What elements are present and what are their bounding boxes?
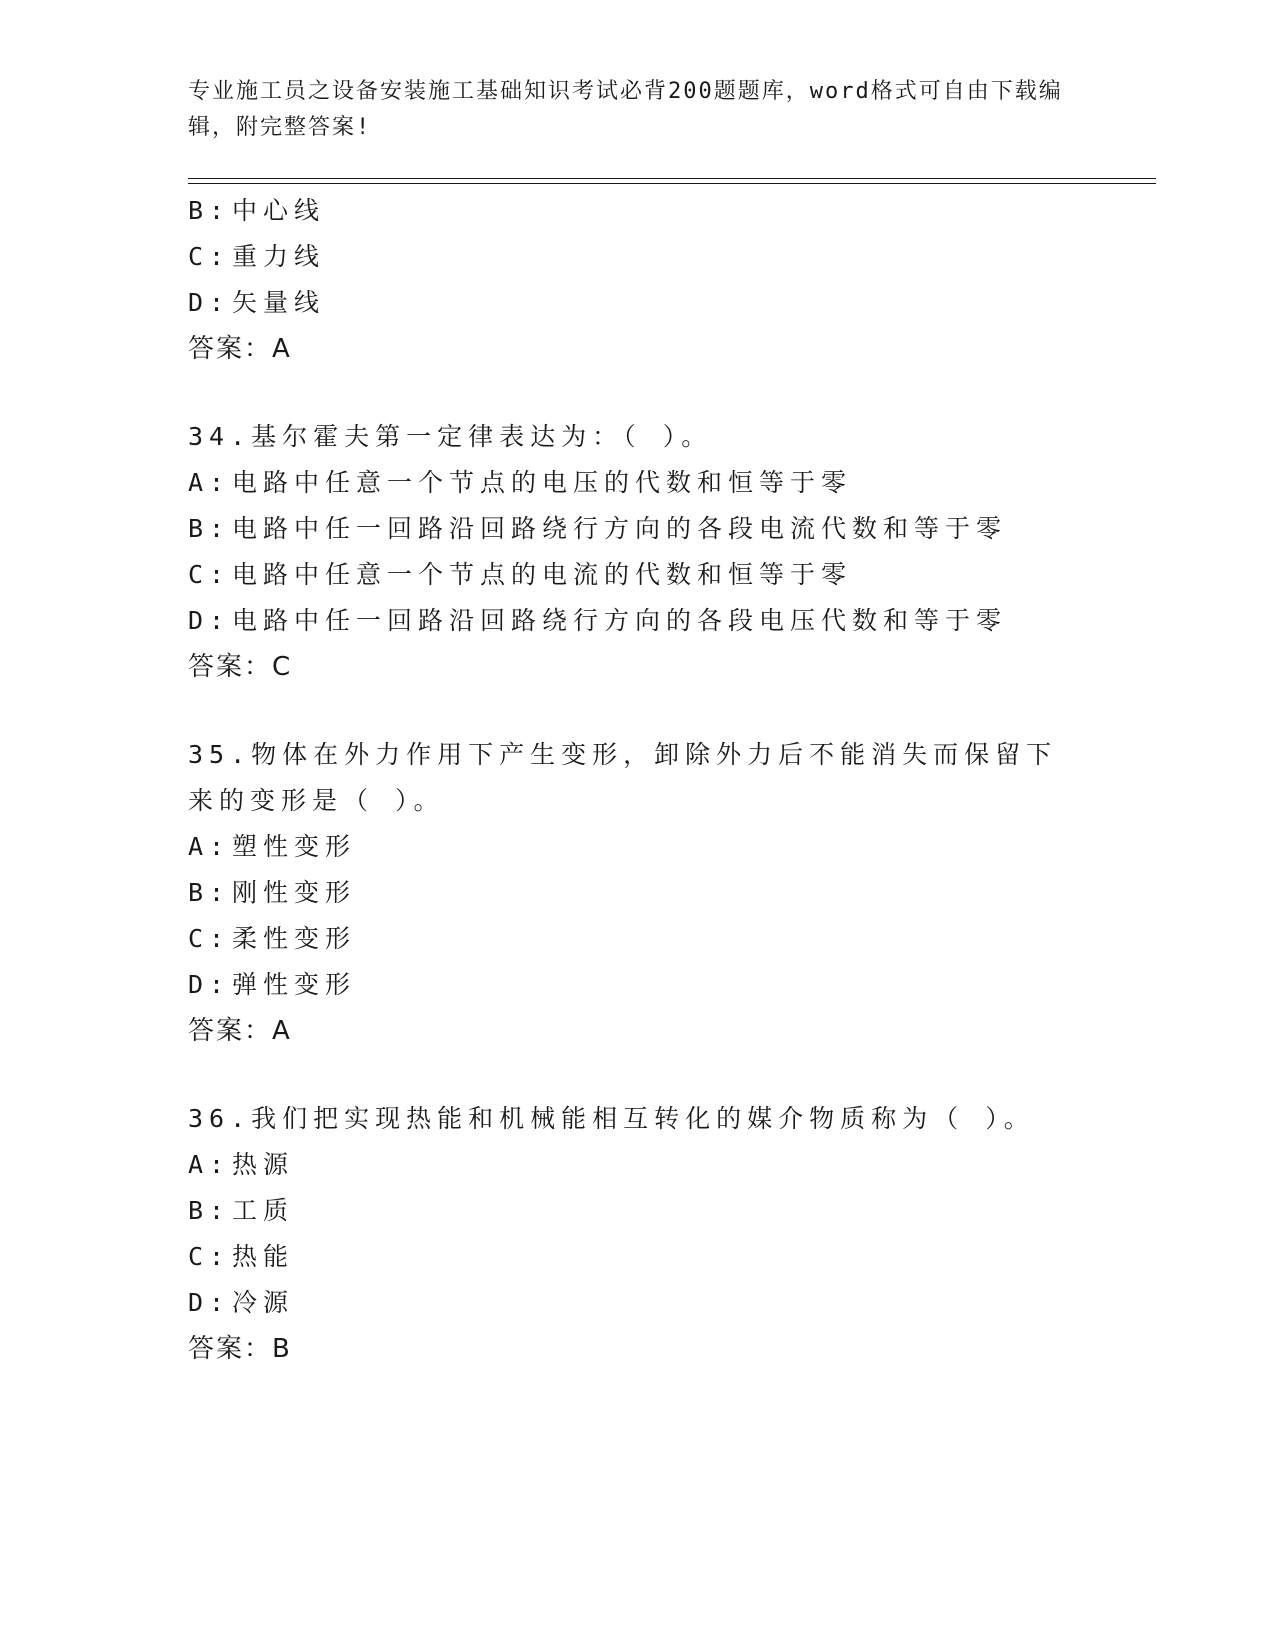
question-block-34 (188, 414, 1108, 690)
option-text: 冷源 (232, 1288, 295, 1317)
option-label: D: (188, 288, 231, 317)
option-text: 电路中任意一个节点的电流的代数和恒等于零 (232, 560, 853, 589)
option-text: 工质 (232, 1196, 295, 1225)
option-c (188, 234, 1108, 280)
option-text: 重力线 (232, 242, 326, 271)
option-text: 电路中任意一个节点的电压的代数和恒等于零 (232, 468, 853, 497)
option-label: B: (188, 514, 231, 543)
option-label: C: (188, 242, 231, 271)
question-block-33 (188, 188, 1108, 372)
option-label: C: (188, 560, 231, 589)
option-a (188, 460, 1108, 506)
question-stem: 36.我们把实现热能和机械能相互转化的媒介物质称为（ ）。 (188, 1104, 1035, 1133)
question-block-35 (188, 732, 1108, 1054)
option-text: 矢量线 (232, 288, 326, 317)
option-text: 刚性变形 (232, 878, 357, 907)
answer-line: 答案：A (188, 334, 292, 364)
option-label: B: (188, 878, 231, 907)
option-b (188, 870, 1108, 916)
option-b (188, 188, 1108, 234)
option-c (188, 1234, 1108, 1280)
option-text: 电路中任一回路沿回路绕行方向的各段电流代数和等于零 (232, 514, 1008, 543)
option-b (188, 506, 1108, 552)
question-list (188, 188, 1108, 1372)
question-block-36 (188, 1096, 1108, 1372)
option-text: 中心线 (232, 196, 326, 225)
answer-line: 答案：B (188, 1334, 292, 1364)
option-text: 电路中任一回路沿回路绕行方向的各段电压代数和等于零 (232, 606, 1008, 635)
option-d (188, 280, 1108, 326)
option-label: D: (188, 970, 231, 999)
option-label: C: (188, 924, 231, 953)
option-text: 热能 (232, 1242, 295, 1271)
option-d (188, 598, 1108, 644)
option-text: 塑性变形 (232, 832, 357, 861)
option-c (188, 552, 1108, 598)
option-label: B: (188, 196, 231, 225)
answer-line: 答案：A (188, 1016, 292, 1046)
option-text: 弹性变形 (232, 970, 357, 999)
question-stem: 34.基尔霍夫第一定律表达为：（ ）。 (188, 422, 713, 451)
option-text: 热源 (232, 1150, 295, 1179)
option-label: A: (188, 468, 231, 497)
option-label: C: (188, 1242, 231, 1271)
option-a (188, 1142, 1108, 1188)
document-header: 专业施工员之设备安装施工基础知识考试必背200题题库，word格式可自由下载编辑，附完整答案! (188, 79, 1063, 140)
option-d (188, 962, 1108, 1008)
option-label: D: (188, 606, 231, 635)
header-rule-bottom (188, 183, 1156, 184)
option-c (188, 916, 1108, 962)
option-text: 柔性变形 (232, 924, 357, 953)
option-label: A: (188, 1150, 231, 1179)
header-rule-top (188, 178, 1156, 179)
answer-line: 答案：C (188, 652, 293, 682)
option-label: D: (188, 1288, 231, 1317)
question-stem: 35.物体在外力作用下产生变形，卸除外力后不能消失而保留下来的变形是（ ）。 (188, 740, 1058, 815)
option-a (188, 824, 1108, 870)
option-label: A: (188, 832, 231, 861)
option-label: B: (188, 1196, 231, 1225)
option-d (188, 1280, 1108, 1326)
option-b (188, 1188, 1108, 1234)
